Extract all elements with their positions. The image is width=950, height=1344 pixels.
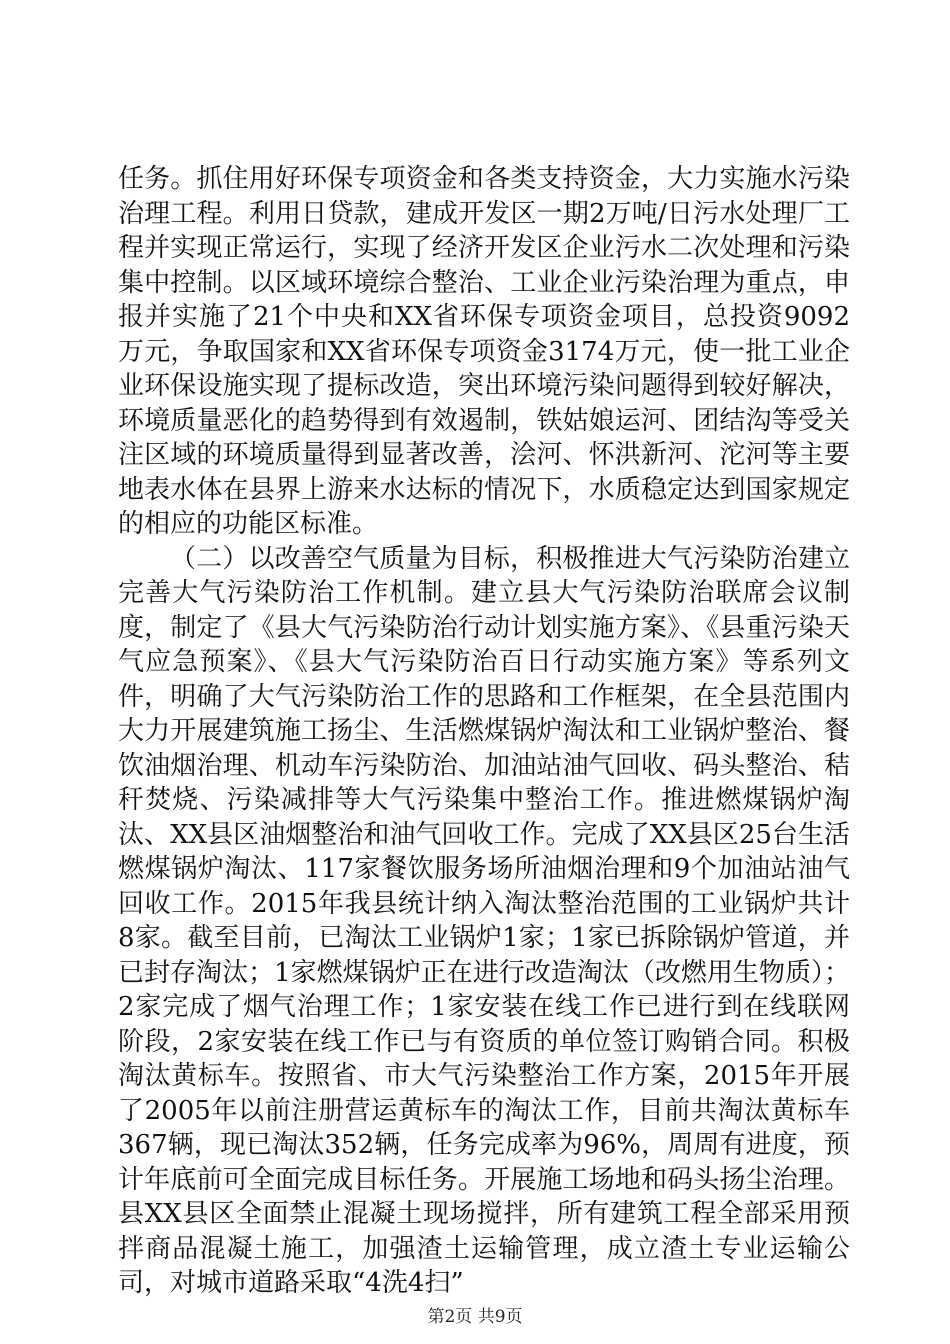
document-body — [118, 162, 850, 1301]
page-number-footer: 第2页 共9页 — [427, 1307, 523, 1327]
paragraph-water-pollution: 任务。抓住用好环保专项资金和各类支持资金，大力实施水污染治理工程。利用日贷款，建成开发区一期2万吨/日污水处理厂工程并实现正常运行，实现了经济开发区企业污水二次处理和污染集中控制。以区域环境综合整治、工业企业污染治理为重点，申报并实施了21个中央和XX省环保专项资金项目，总投资9092万元，争取国家和XX省环保专项资金3174万元，使一批工业企业环保设施实现了提标改造，突出环境污染问题得到较好解决，环境质量恶化的趋势得到有效遏制，铁姑娘运河、团结沟等受关注区域的环境质量得到显著改善，浍河、怀洪新河、沱河等主要地表水体在县界上游来水达标的情况下，水质稳定达到国家规定的相应的功能区标准。 — [118, 164, 850, 539]
paragraph-air-pollution: （二）以改善空气质量为目标，积极推进大气污染防治建立完善大气污染防治工作机制。建立县大气污染防治联席会议制度，制定了《县大气污染防治行动计划实施方案》、《县重污染天气应急预案》、《县大气污染防治百日行动实施方案》等系列文件，明确了大气污染防治工作的思路和工作框架，在全县范围内大力开展建筑施工扬尘、生活燃煤锅炉淘汰和工业锅炉整治、餐饮油烟治理、机动车污染防治、加油站油气回收、码头整治、秸秆焚烧、污染减排等大气污染集中整治工作。推进燃煤锅炉淘汰、XX县区油烟整治和油气回收工作。完成了XX县区25台生活燃煤锅炉淘汰、117家餐饮服务场所油烟治理和9个加油站油气回收工作。2015年我县统计纳入淘汰整治范围的工业锅炉共计8家。截至目前，已淘汰工业锅炉1家；1家已拆除锅炉管道，并已封存淘汰；1家燃煤锅炉正在进行改造淘汰（改燃用生物质）；2家完成了烟气治理工作；1家安装在线工作已进行到在线联网阶段，2家安装在线工作已与有资质的单位签订购销合同。积极淘汰黄标车。按照省、市大气污染整治工作方案，2015年开展了2005年以前注册营运黄标车的淘汰工作，目前共淘汰黄标车367辆，现已淘汰352辆，任务完成率为96%，周周有进度，预计年底前可全面完成目标任务。开展施工场地和码头扬尘治理。县XX县区全面禁止混凝土现场搅拌，所有建筑工程全部采用预拌商品混凝土施工，加强渣土运输管理，成立渣土专业运输公司，对城市道路采取“4洗4扫” — [118, 543, 850, 1298]
